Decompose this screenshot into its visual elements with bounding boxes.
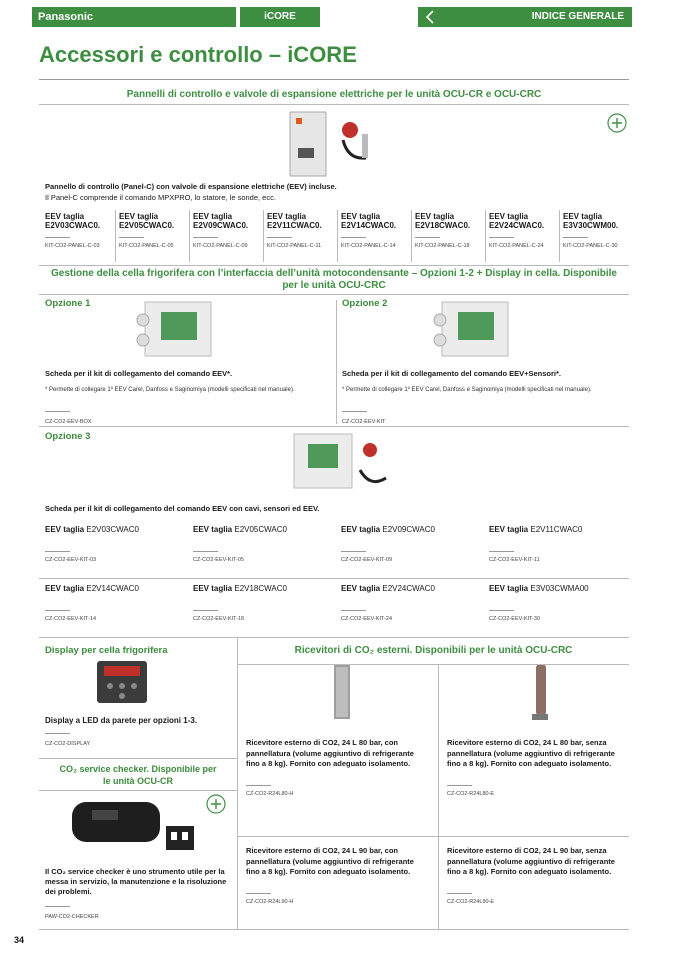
option2-code: CZ-CO2-EEV-KIT (342, 419, 386, 425)
divider (39, 578, 629, 579)
section-label: iCORE (240, 7, 320, 27)
option3-item-label: EEV taglia (193, 584, 233, 593)
checker-dash: ———— (45, 903, 69, 910)
divider (39, 637, 629, 638)
panel-item-code: KIT-CO2-PANEL-C-03 (45, 243, 100, 249)
panel-item-dash: ———— (119, 234, 143, 241)
option3-item-label: EEV taglia (341, 584, 381, 593)
page-title: Accessori e controllo – iCORE (39, 42, 357, 67)
option2-dash: ———— (342, 408, 366, 415)
option3-item-label: EEV taglia (45, 584, 85, 593)
option2-desc: Scheda per il kit di collegamento del comando EEV+Sensori*. (342, 369, 562, 378)
option3-item-dash: ———— (341, 548, 365, 555)
receiver-item-code: CZ-CO2-R24L90-H (246, 898, 294, 905)
panel-item-l2: E2V14CWAC0. (341, 221, 397, 230)
panel-item-code: KIT-CO2-PANEL-C-14 (341, 243, 396, 249)
panel-item-l1: EEV taglia (193, 212, 233, 221)
option1-note: * Permette di collegare 1º EEV Carel, Danfoss e Saginomiya (modelli specificati nel manuale). (45, 387, 295, 393)
option3-item-value: E2V11CWAC0 (530, 525, 583, 534)
panel-item-l2: E2V24CWAC0. (489, 221, 545, 230)
option1-code: CZ-CO2-EEV-BOX (45, 419, 92, 425)
option3-item-label: EEV taglia (45, 525, 85, 534)
option2-title: Opzione 2 (342, 298, 388, 309)
receiver-item (447, 846, 623, 905)
panel-item-dash: ———— (267, 234, 291, 241)
panel-c-image (288, 110, 378, 180)
panel-item-l1: EEV taglia (341, 212, 381, 221)
divider (39, 104, 629, 105)
receiver-item-code: CZ-CO2-R24L90-E (447, 898, 495, 905)
display-code: CZ-CO2-DISPLAY (45, 741, 91, 747)
title-rule (39, 79, 629, 80)
panel-item-l2: E2V18CWAC0. (415, 221, 471, 230)
page-number: 34 (14, 935, 25, 945)
option2-box-image (432, 300, 512, 358)
option3-item-code: CZ-CO2-EEV-KIT-03 (45, 557, 97, 563)
option3-title: Opzione 3 (45, 431, 91, 442)
option3-item-value: E3V03CWMA00 (530, 584, 589, 593)
option3-item-value: E2V03CWAC0 (86, 525, 139, 534)
receiver-item-code: CZ-CO2-R24L80-E (447, 790, 495, 797)
checker-desc: Il CO₂ service checker è uno strumento utile per la messa in servizio, la manutenzione e la risoluzione dei problemi. (45, 867, 227, 896)
option3-item (341, 584, 481, 622)
option3-item-label: EEV taglia (489, 525, 529, 534)
panel-item-l1: EEV taglia (267, 212, 307, 221)
divider (115, 210, 116, 262)
divider (189, 210, 190, 262)
option3-item (193, 525, 333, 563)
option1-box-image (135, 300, 215, 358)
checker-title-2: le unità OCU-CR (102, 776, 173, 786)
plus-circle-icon[interactable] (607, 113, 627, 133)
divider (39, 265, 629, 266)
receiver-item (246, 738, 422, 797)
receiver-item-desc: Ricevitore esterno di CO2, 24 L 90 bar, senza pannellatura (volume aggiuntivo di refrigerante fino a 8 kg). Fornito con adeguato isolamento. (447, 846, 615, 876)
panel-desc-bold: Pannello di controllo (Panel-C) con valvole di espansione elettriche (EEV) incluse. (45, 182, 337, 191)
option3-item-code: CZ-CO2-EEV-KIT-11 (489, 557, 540, 563)
index-link[interactable]: INDICE GENERALE (418, 7, 632, 27)
panel-item (45, 212, 115, 249)
option3-item (45, 584, 185, 622)
divider (238, 664, 629, 665)
panel-item-l1: EEV taglia (45, 212, 85, 221)
divider (336, 300, 337, 424)
panel-item (415, 212, 485, 249)
option1-desc: Scheda per il kit di collegamento del comando EEV*. (45, 369, 233, 378)
panel-item-dash: ———— (415, 234, 439, 241)
panel-item (341, 212, 411, 249)
panel-desc: Il Panel-C comprende il comando MPXPRO, lo statore, le sonde, ecc. (45, 193, 276, 202)
display-desc: Display a LED da parete per opzioni 1-3. (45, 716, 198, 725)
divider (39, 294, 629, 295)
option1-dash: ———— (45, 408, 69, 415)
brand-label: Panasonic (32, 7, 236, 27)
option3-item (45, 525, 185, 563)
panel-item-l1: EEV taglia (563, 212, 603, 221)
option3-item-value: E2V09CWAC0 (382, 525, 435, 534)
divider (238, 836, 629, 837)
panel-item-l1: EEV taglia (119, 212, 159, 221)
display-dash: ———— (45, 730, 69, 737)
option3-item-code: CZ-CO2-EEV-KIT-24 (341, 616, 393, 622)
panel-item-code: KIT-CO2-PANEL-C-30 (563, 243, 618, 249)
option3-desc: Scheda per il kit di collegamento del comando EEV con cavi, sensori ed EEV. (45, 504, 320, 513)
panel-item-l2: E2V09CWAC0. (193, 221, 249, 230)
option3-item-label: EEV taglia (489, 584, 529, 593)
option3-item-dash: ———— (489, 607, 513, 614)
panel-item-l2: E2V11CWAC0. (267, 221, 322, 230)
option3-item-code: CZ-CO2-EEV-KIT-18 (193, 616, 245, 622)
receiver-e-image (528, 662, 552, 722)
receiver-item-dash: ———— (246, 781, 270, 789)
option3-item-code: CZ-CO2-EEV-KIT-14 (45, 616, 97, 622)
option3-item-dash: ———— (45, 607, 69, 614)
panel-item-dash: ———— (45, 234, 69, 241)
divider (39, 426, 629, 427)
panel-item-l2: E2V05CWAC0. (119, 221, 175, 230)
panel-item (119, 212, 189, 249)
cell-heading-2: per le unità OCU-CRC (282, 280, 386, 291)
option3-item-value: E2V24CWAC0 (382, 584, 435, 593)
panel-item-dash: ———— (489, 234, 513, 241)
panels-heading: Pannelli di controllo e valvole di espansione elettriche per le unità OCU-CR e OCU-CRC (126, 89, 542, 100)
divider (438, 665, 439, 930)
receiver-item-desc: Ricevitore esterno di CO2, 24 L 80 bar, con pannellatura (volume aggiuntivo di refrigerante fino a 8 kg). Fornito con adeguato isolamento. (246, 738, 414, 768)
panel-item-code: KIT-CO2-PANEL-C-11 (267, 243, 322, 249)
panel-item-code: KIT-CO2-PANEL-C-24 (489, 243, 544, 249)
divider (263, 210, 264, 262)
top-bar (0, 0, 677, 32)
receiver-item-dash: ———— (246, 889, 270, 897)
panel-item (489, 212, 559, 249)
panel-item-code: KIT-CO2-PANEL-C-05 (119, 243, 174, 249)
panel-item-code: KIT-CO2-PANEL-C-09 (193, 243, 248, 249)
option1-title: Opzione 1 (45, 298, 91, 309)
panel-item (267, 212, 337, 249)
panel-item-l1: EEV taglia (415, 212, 455, 221)
divider (337, 210, 338, 262)
receiver-item-code: CZ-CO2-R24L80-H (246, 790, 294, 797)
panel-item-dash: ———— (193, 234, 217, 241)
option3-item-code: CZ-CO2-EEV-KIT-30 (489, 616, 541, 622)
option3-item-dash: ———— (193, 548, 217, 555)
divider (411, 210, 412, 262)
option3-item-value: E2V05CWAC0 (234, 525, 287, 534)
receiver-item (447, 738, 623, 797)
option3-item-dash: ———— (45, 548, 69, 555)
receiver-item-dash: ———— (447, 889, 471, 897)
option3-item-dash: ———— (193, 607, 217, 614)
option3-item-label: EEV taglia (341, 525, 381, 534)
checker-image (70, 796, 198, 860)
display-image (96, 660, 148, 704)
receiver-h-image (330, 664, 354, 722)
panel-item-l1: EEV taglia (489, 212, 529, 221)
cell-heading-1: Gestione della cella frigorifera con l’interfaccia dell’unità motocondensante – Opzioni 1-2 + Display in cella. Disponibile (51, 268, 617, 279)
panel-item-code: KIT-CO2-PANEL-C-18 (415, 243, 470, 249)
option3-item (193, 584, 333, 622)
checker-code: PAW-CO2-CHECKER (45, 914, 99, 920)
chevron-left-icon[interactable] (424, 9, 436, 25)
panel-item (193, 212, 263, 249)
checker-title-1: CO₂ service checker. Disponibile per (59, 764, 217, 774)
option3-item-value: E2V18CWAC0 (234, 584, 287, 593)
display-title: Display per cella frigorifera (45, 645, 168, 656)
option3-item (341, 525, 481, 563)
receiver-item-desc: Ricevitore esterno di CO2, 24 L 90 bar, con pannellatura (volume aggiuntivo di refrigerante fino a 8 kg). Fornito con adeguato isolamento. (246, 846, 414, 876)
plus-circle-icon[interactable] (206, 794, 226, 814)
panel-item-l2: E3V30CWM00. (563, 221, 619, 230)
receivers-heading: Ricevitori di CO₂ esterni. Disponibili per le unità OCU-CRC (294, 645, 573, 656)
receiver-item (246, 846, 422, 905)
option3-item-code: CZ-CO2-EEV-KIT-09 (341, 557, 393, 563)
divider (485, 210, 486, 262)
divider (559, 210, 560, 262)
panel-item-dash: ———— (341, 234, 365, 241)
option3-item (489, 584, 629, 622)
option3-item-value: E2V14CWAC0 (86, 584, 139, 593)
divider (39, 758, 237, 759)
divider (39, 790, 237, 791)
option3-item-label: EEV taglia (193, 525, 233, 534)
panel-item-l2: E2V03CWAC0. (45, 221, 101, 230)
receiver-item-desc: Ricevitore esterno di CO2, 24 L 80 bar, senza pannellatura (volume aggiuntivo di refrigerante fino a 8 kg). Fornito con adeguato isolamento. (447, 738, 615, 768)
divider (39, 929, 629, 930)
receiver-item-dash: ———— (447, 781, 471, 789)
option3-kit-image (280, 430, 392, 492)
divider (237, 637, 238, 930)
option3-item-dash: ———— (341, 607, 365, 614)
panel-item-dash: ———— (563, 234, 587, 241)
option3-item-code: CZ-CO2-EEV-KIT-05 (193, 557, 245, 563)
option3-item (489, 525, 629, 563)
option2-note: * Permette di collegare 1º EEV Carel, Danfoss e Saginomiya (modelli specificati nel manuale). (342, 387, 592, 393)
panel-item (563, 212, 633, 249)
option3-item-dash: ———— (489, 548, 513, 555)
